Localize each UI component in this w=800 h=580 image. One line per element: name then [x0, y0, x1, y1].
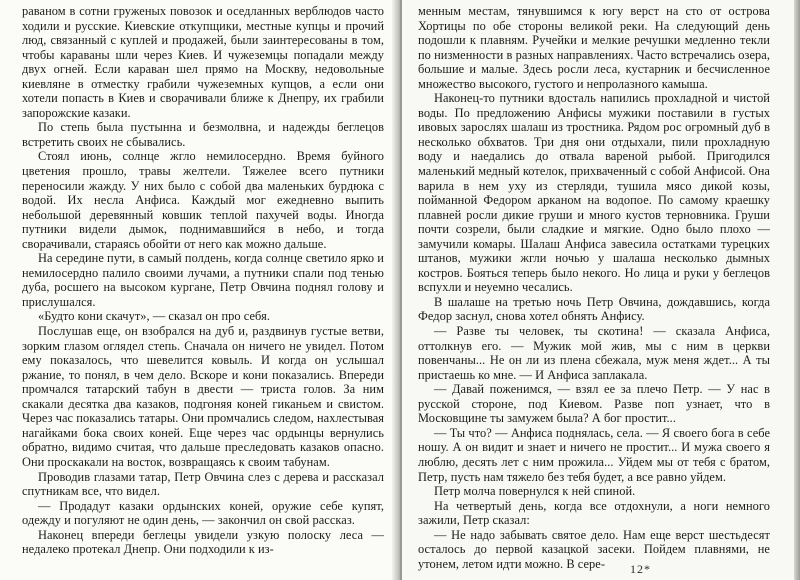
right-page — [402, 0, 800, 580]
paragraph: — Ты что? — Анфиса поднялась, села. — Я своего бога в себе ношу. А он видит и знает и ничего не простит... И мужа своего я люблю, десять лет с ним прожила... Уйдем мы от тебя с братом, Петр, пусть нам тяжело без тебя будет, а все равно уйдем. — [418, 425, 770, 484]
paragraph: «Будто кони скачут», — сказал он про себя. — [38, 309, 270, 324]
left-page — [0, 0, 398, 580]
paragraph: Стоял июнь, солнце жгло немилосердно. Время буйного цветения прошло, травы желтели. Тяжелее всего путники переносили жажду. У них было с собой два маленьких бурдюка с водой. Их несла Анфиса. Каждый мог ежедневно выпить небольшой деревянный ковшик теплой пахучей воды. Иногда путники видели дымок, поднимавшийся в небо, и тогда сворачивали, стараясь обойти от него как можно дальше. — [22, 149, 384, 251]
paragraph: — Не надо забывать святое дело. Нам еще верст шестьдесят осталось до первой казацкой засеки. Пойдем плавнями, не утонем, летом идти можно. В сере- — [418, 527, 770, 571]
page-number: 12* — [630, 562, 651, 576]
paragraph: На четвертый день, когда все отдохнули, а ноги немного зажили, Петр сказал: — [418, 498, 770, 528]
paragraph: На середине пути, в самый полдень, когда солнце светило ярко и немилосердно палило своими лучами, а путники спали под тенью дуба, росшего на высоком кургане, Петр Овчина поднял голову и прислушался. — [22, 251, 384, 309]
paragraph: Петр молча повернулся к ней спиной. — [434, 484, 636, 499]
paragraph: Наконец впереди беглецы увидели узкую полоску леса — недалеко протекал Днепр. Они подходили к из- — [22, 527, 384, 557]
paragraph: менным местам, тянувшимся к югу верст на сто от острова Хортицы по обе стороны великой реки. На следующий день подошли к плавням. Ручейки и мелкие речушки медленно текли по низменности в разных направлениях. Часто встречались озера, большие и малые. Здесь росли леса, кустарник и бесчисленное множество высокого, густого и непролазного камыша. — [418, 4, 770, 91]
paragraph: Проводив глазами татар, Петр Овчина слез с дерева и рассказал спутникам все, что видел. — [22, 469, 384, 499]
paragraph: В шалаше на третью ночь Петр Овчина, дождавшись, когда Федор заснул, снова хотел обнять Анфису. — [418, 294, 770, 324]
paragraph: Наконец-то путники вдосталь напились прохладной и чистой воды. По предложению Анфисы мужики поставили в густых ивовых зарослях шалаш из тростника. Рядом рос огромный дуб в несколько обхватов. Три дня они отдыхали, пили прохладную воду и наедались до отвала вареной рыбой. Пригодился маленький медный котелок, прихваченный с собой Анфисой. Она варила в нем уху из стерляди, тушила мясо дикой козы, пойманной Федором арканом на водопое. По самому краешку плавней росли дикие груши и много кустов терновника. Груши почти созрели, были сладкие и мягкие. Одно было плохо — замучили комары. Шалаш Анфиса завесила остатками турецких штанов, мужики жгли ночью у шалаша несколько дымных костров. Бояться теперь было некого. Но лица и руки у беглецов вспухли и неуемно чесались. — [418, 91, 770, 295]
paragraph: раваном в сотни груженых повозок и оседланных верблюдов часто ходили и русские. Киевские откупщики, местные купцы и прочий люд, связанный с куплей и продажей, были заинтересованы в том, чтобы караваны шли через Киев. И чужеземцы попадали между двух огней. Если караван шел прямо на Москву, недовольные киевляне в отместку грабили чужеземных купцов, а если они хотели попасть в Киев и сворачивали ближе к Днепру, их грабили запорожские казаки. — [22, 4, 384, 120]
paragraph: — Давай поженимся, — взял ее за плечо Петр. — У нас в русской стороне, под Киевом. Разве поп узнает, что в Московщине ты замужем была? А бог простит... — [418, 382, 770, 426]
paragraph: По степь была пустынна и безмолвна, и надежды беглецов встретить своих не сбывались. — [22, 120, 384, 149]
paragraph: — Разве ты человек, ты скотина! — сказала Анфиса, оттолкнув его. — Мужик мой жив, мы с ним в церкви повенчаны... Не он ли из плена сбежала, муж меня ждет... А ты пристаешь ко мне. — И Анфиса заплакала. — [418, 324, 770, 382]
paragraph: — Продадут казаки ордынских коней, оружие себе купят, одежду и погуляют не один день, — закончил он свой рассказ. — [22, 498, 384, 528]
page-edge — [794, 0, 800, 580]
paragraph: Послушав еще, он взобрался на дуб и, раздвинув густые ветви, зорким глазом оглядел степь. Сначала он ничего не увидел. Потом ему показалось, что шевелится ковыль. И когда он услышал ржание, то понял, в чем дело. Вскоре и кони показались. Впереди промчался татарский табун в двести — триста голов. За ним скакали десятка два казаков, подгоняя коней гиканьем и свистом. Через час показались татары. Они промчались следом, нахлестывая нагайками бока своих коней. Еще через час ордынцы вернулись обратно, видимо считая, что дальше преследовать казаков опасно. Они проскакали на восток, возвращаясь к своим табунам. — [22, 324, 384, 469]
